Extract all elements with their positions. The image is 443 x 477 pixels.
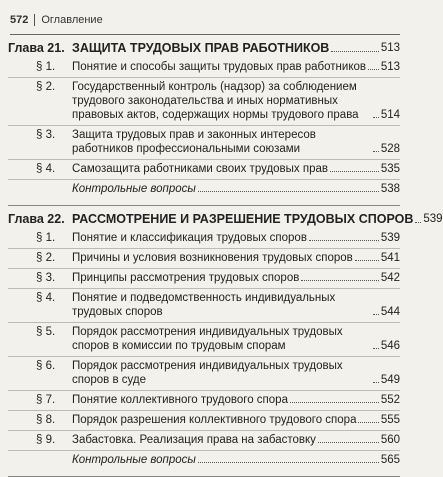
entry-page: 555 bbox=[380, 414, 400, 426]
section-number: § 9. bbox=[36, 434, 56, 446]
entry-title: Понятие коллективного трудового спора bbox=[72, 394, 288, 406]
entry-page: 535 bbox=[380, 163, 400, 175]
chapter-label: Глава 21. bbox=[8, 41, 65, 55]
section-number: § 1. bbox=[36, 61, 56, 73]
leader-dots bbox=[373, 117, 379, 118]
entry-line bbox=[72, 251, 400, 265]
chapter-heading bbox=[8, 210, 443, 229]
leader-dots bbox=[373, 314, 379, 315]
toc-entry bbox=[8, 248, 400, 268]
entry-page: 539 bbox=[380, 232, 400, 244]
leader-dots bbox=[355, 260, 379, 261]
entry-title: Принципы рассмотрения трудовых споров bbox=[72, 272, 300, 284]
entry-line bbox=[72, 271, 400, 285]
toc-entry bbox=[8, 268, 400, 288]
entry-title: Причины и условия возникновения трудовых споров bbox=[72, 252, 353, 264]
entry-line bbox=[72, 325, 400, 353]
section-number bbox=[8, 453, 72, 467]
entry-title: Понятие и классификация трудовых споров bbox=[72, 232, 307, 244]
chapter-title-line bbox=[72, 212, 443, 227]
entry-page: 513 bbox=[380, 61, 400, 73]
toc-entry bbox=[8, 229, 400, 248]
chapter-end-rule bbox=[8, 470, 400, 477]
entry-title: Самозащита работниками своих трудовых прав bbox=[72, 163, 329, 175]
entry-title: Порядок рассмотрения индивидуальных трудовых споров в комиссии по трудовым спорам bbox=[72, 326, 343, 352]
entry-page: 542 bbox=[380, 272, 400, 284]
entry-line bbox=[72, 60, 400, 74]
entry-page: 565 bbox=[380, 454, 400, 466]
entry-title: Защита трудовых прав и законных интересов работников профессиональными союзами bbox=[72, 129, 316, 155]
chapter-page: 513 bbox=[380, 42, 400, 54]
toc-entry bbox=[8, 159, 400, 179]
leader-dots bbox=[358, 422, 378, 423]
page-header bbox=[10, 14, 103, 26]
toc-entry bbox=[8, 430, 400, 450]
chapter-title: РАССМОТРЕНИЕ И РАЗРЕШЕНИЕ ТРУДОВЫХ СПОРОВ bbox=[72, 212, 414, 226]
section-number: § 6. bbox=[36, 360, 56, 372]
entry-title: Понятие и подведомственность индивидуальных трудовых споров bbox=[72, 292, 336, 318]
toc-entry bbox=[8, 288, 400, 322]
leader-dots bbox=[373, 348, 379, 349]
entry-line bbox=[72, 359, 400, 387]
header-rule bbox=[10, 34, 400, 35]
toc-entry bbox=[8, 390, 400, 410]
entry-line bbox=[72, 291, 400, 319]
entry-page: 541 bbox=[380, 252, 400, 264]
entry-title: Государственный контроль (надзор) за соблюдением трудового законодательства и иных нормативных правовых актов, содержащих нормы трудового права bbox=[72, 81, 359, 121]
entry-line bbox=[72, 182, 400, 196]
entry-page: 514 bbox=[380, 109, 400, 121]
chapter-heading bbox=[8, 39, 400, 58]
leader-dots bbox=[415, 222, 421, 223]
entry-line bbox=[72, 453, 400, 467]
entry-title: Контрольные вопросы bbox=[72, 454, 196, 466]
section-number: § 2. bbox=[36, 81, 56, 93]
toc-entry bbox=[8, 58, 400, 77]
leader-dots bbox=[290, 402, 379, 403]
entry-title: Понятие и способы защиты трудовых прав работников bbox=[72, 61, 366, 73]
entry-page: 560 bbox=[380, 434, 400, 446]
section-number: § 5. bbox=[36, 326, 56, 338]
leader-dots bbox=[318, 442, 379, 443]
toc-entry bbox=[8, 77, 400, 125]
toc-entry bbox=[8, 450, 400, 470]
entry-line bbox=[72, 433, 400, 447]
toc-entry bbox=[8, 356, 400, 390]
leader-dots bbox=[309, 240, 379, 241]
chapter-page: 539 bbox=[423, 213, 443, 225]
section-number bbox=[8, 182, 72, 196]
leader-dots bbox=[198, 462, 379, 463]
section-number: § 4. bbox=[36, 163, 56, 175]
entry-line bbox=[72, 231, 400, 245]
entry-page: 544 bbox=[380, 306, 400, 318]
section-number: § 3. bbox=[36, 272, 56, 284]
chapter-title: ЗАЩИТА ТРУДОВЫХ ПРАВ РАБОТНИКОВ bbox=[72, 41, 330, 55]
entry-title: Контрольные вопросы bbox=[72, 183, 196, 195]
table-of-contents bbox=[8, 39, 443, 477]
leader-dots bbox=[368, 69, 379, 70]
leader-dots bbox=[330, 171, 379, 172]
section-number: § 2. bbox=[36, 252, 56, 264]
chapter-label: Глава 22. bbox=[8, 212, 65, 226]
section-number: § 8. bbox=[36, 414, 56, 426]
entry-page: 528 bbox=[380, 143, 400, 155]
leader-dots bbox=[373, 151, 379, 152]
entry-page: 538 bbox=[380, 183, 400, 195]
entry-line bbox=[72, 162, 400, 176]
leader-dots bbox=[331, 51, 378, 52]
entry-line bbox=[72, 393, 400, 407]
section-number: § 1. bbox=[36, 232, 56, 244]
section-number: § 7. bbox=[36, 394, 56, 406]
chapter-end-rule bbox=[8, 199, 400, 206]
entry-page: 552 bbox=[380, 394, 400, 406]
section-number: § 3. bbox=[36, 129, 56, 141]
entry-title: Забастовка. Реализация права на забастовку bbox=[72, 434, 316, 446]
header-separator bbox=[34, 14, 35, 26]
entry-title: Порядок рассмотрения индивидуальных трудовых споров в суде bbox=[72, 360, 343, 386]
header-title: Оглавление bbox=[41, 14, 103, 26]
toc-entry bbox=[8, 179, 400, 199]
entry-line bbox=[72, 80, 400, 122]
page-number: 572 bbox=[10, 14, 29, 26]
entry-page: 549 bbox=[380, 374, 400, 386]
chapter-title-line bbox=[72, 41, 400, 56]
leader-dots bbox=[198, 191, 379, 192]
section-number: § 4. bbox=[36, 292, 56, 304]
entry-page: 546 bbox=[380, 340, 400, 352]
toc-entry bbox=[8, 410, 400, 430]
toc-entry bbox=[8, 322, 400, 356]
leader-dots bbox=[301, 280, 378, 281]
leader-dots bbox=[373, 382, 379, 383]
entry-line bbox=[72, 128, 400, 156]
entry-line bbox=[72, 413, 400, 427]
entry-title: Порядок разрешения коллективного трудового спора bbox=[72, 414, 357, 426]
toc-entry bbox=[8, 125, 400, 159]
